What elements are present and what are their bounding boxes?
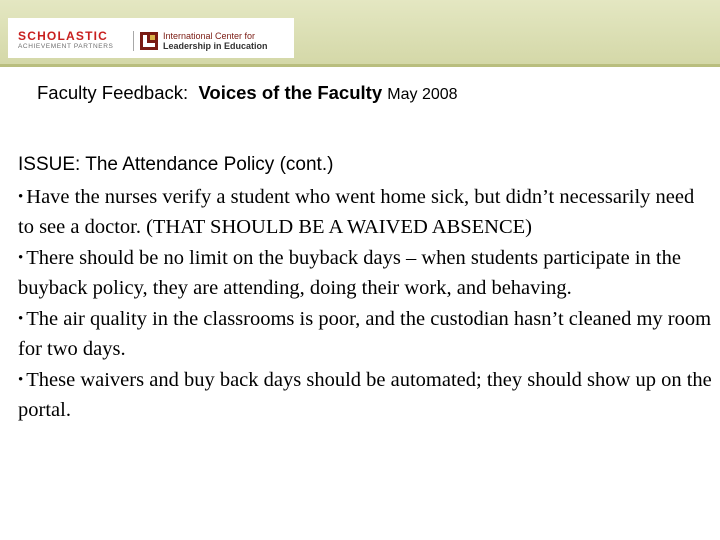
bullet-text: These waivers and buy back days should be automated; they should show up on the portal. (18, 369, 712, 421)
icle-logo-line1: International Center for (163, 31, 256, 41)
title-prefix: Faculty Feedback: (37, 82, 189, 103)
header-divider (0, 64, 720, 67)
bullet-icon: • (18, 311, 24, 327)
bullet-text: The air quality in the classrooms is poor, and the custodian hasn’t cleaned my room for two days. (18, 308, 712, 360)
scholastic-logo-subtitle: ACHIEVEMENT PARTNERS (18, 43, 114, 50)
bullet-text: Have the nurses verify a student who went home sick, but didn’t necessarily need to see a doctor. (THAT SHOULD BE A WAIVED ABSENCE) (18, 186, 695, 238)
issue-heading: ISSUE: The Attendance Policy (cont.) (18, 154, 334, 175)
bullet-item (18, 367, 714, 424)
bullet-list (18, 184, 714, 428)
scholastic-logo: SCHOLASTIC (18, 29, 108, 43)
bullet-text: There should be no limit on the buyback days – when students participate in the buyback policy, they are attending, doing their work, and behaving. (18, 247, 681, 299)
title-bold: Voices of the Faculty (198, 82, 383, 103)
icle-logo-text (163, 31, 268, 51)
logo-divider (133, 31, 134, 51)
bullet-item (18, 306, 714, 363)
icle-logo-line2: Leadership in Education (163, 41, 268, 51)
bullet-item (18, 184, 714, 241)
icle-logo-icon (140, 32, 158, 50)
title-date: May 2008 (387, 86, 458, 103)
bullet-icon: • (18, 189, 24, 205)
bullet-icon: • (18, 250, 24, 266)
slide-title (37, 82, 458, 104)
bullet-item (18, 245, 714, 302)
bullet-icon: • (18, 372, 24, 388)
